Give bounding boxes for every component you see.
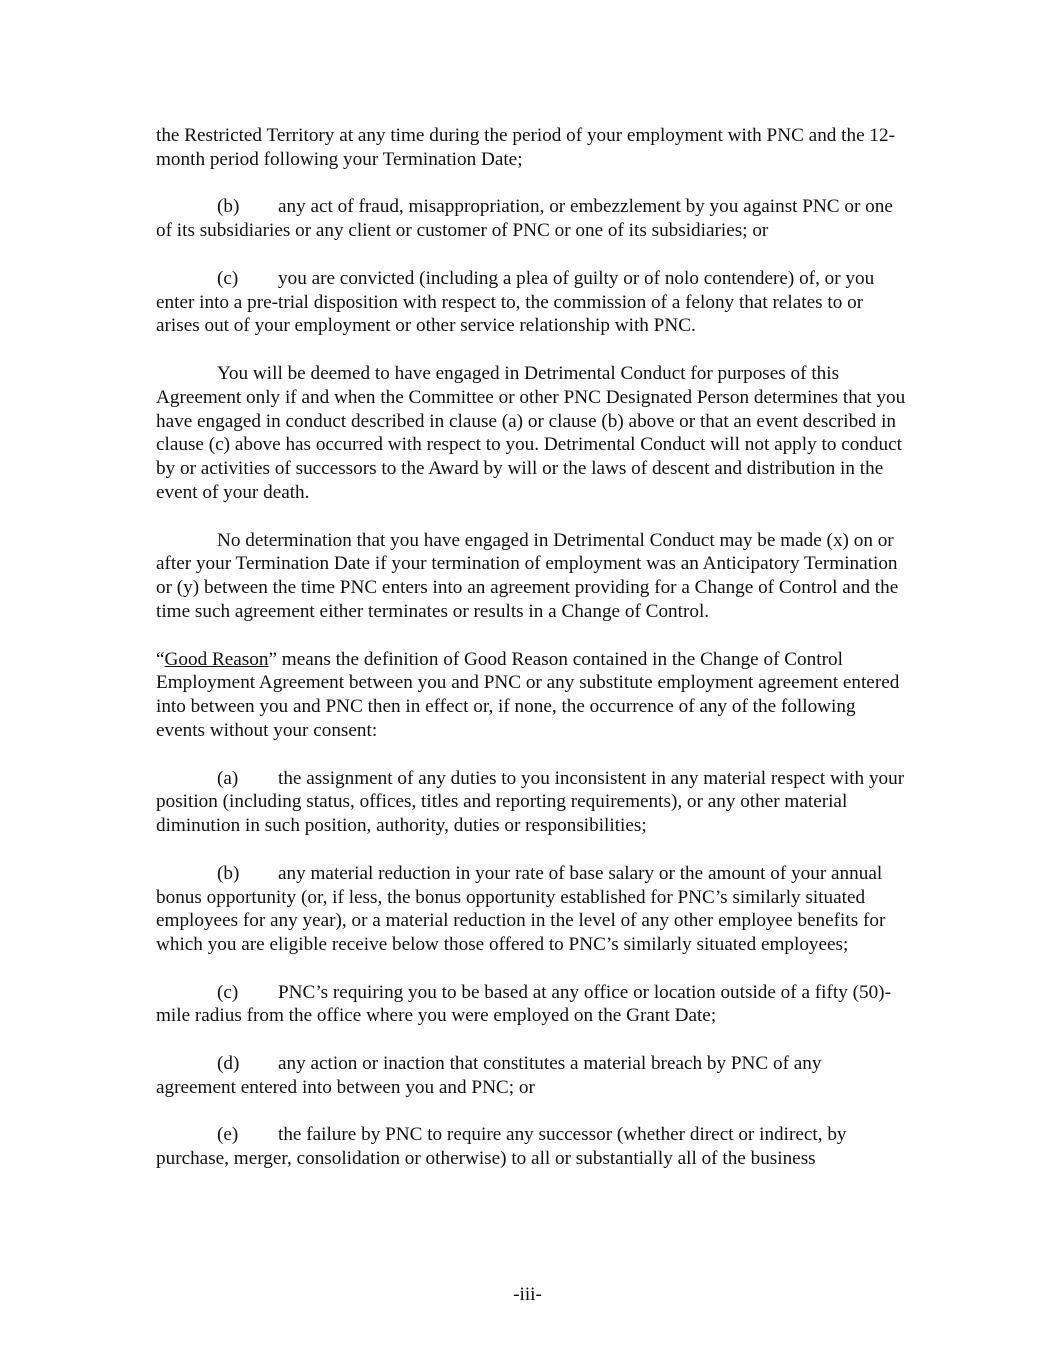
close-quote: ” bbox=[268, 648, 277, 670]
open-quote: “ bbox=[156, 648, 165, 670]
clause-label: (e) bbox=[217, 1124, 239, 1146]
clause-text: any material reduction in your rate of base salary or the amount of your annual bonus opportunity (or, if less, the bonus opportunity established for PNC’s similarly situated employees for any year), or a material reduction in the level of any other employee benefits for which you are eligible receive below those offered to PNC’s similarly situated employees; bbox=[156, 862, 886, 956]
clause-text: any act of fraud, misappropriation, or embezzlement by you against PNC or one of its subsidiaries or any client or customer of PNC or one of its subsidiaries; or bbox=[156, 196, 893, 242]
clause-b-salary bbox=[156, 862, 906, 957]
document-body bbox=[156, 124, 906, 1195]
clause-text: the assignment of any duties to you inconsistent in any material respect with your position (including status, offices, titles and reporting requirements), or any other material diminution in such position, authority, duties or responsibilities; bbox=[156, 767, 905, 837]
clause-text: any action or inaction that constitutes a material breach by PNC of any agreement entered into between you and PNC; or bbox=[156, 1053, 822, 1098]
clause-label: (a) bbox=[217, 767, 239, 789]
clause-text: you are convicted (including a plea of guilty or of nolo contendere) of, or you enter into a pre-trial disposition with respect to, the commission of a felony that relates to or arises out of your employment or other service relationship with PNC. bbox=[156, 267, 875, 337]
definition-text: means the definition of Good Reason contained in the Change of Control Employment Agreement between you and PNC or any substitute employment agreement entered into between you and PNC then in effect or, if none, the occurrence of any of the following events without your consent: bbox=[156, 648, 900, 741]
clause-text: PNC’s requiring you to be based at any office or location outside of a fifty (50)-mile radius from the office where you were employed on the Grant Date; bbox=[156, 981, 891, 1027]
page-number: -iii- bbox=[513, 1284, 542, 1305]
defined-term: Good Reason bbox=[164, 648, 269, 670]
clause-e-successor bbox=[156, 1123, 906, 1171]
clause-d-breach bbox=[156, 1052, 906, 1100]
clause-a-duties bbox=[156, 767, 906, 838]
paragraph-restricted-territory: the Restricted Territory at any time during the period of your employment with PNC and the 12-month period following your Termination Date; bbox=[156, 125, 895, 170]
clause-b-fraud bbox=[156, 195, 906, 243]
clause-text: the failure by PNC to require any successor (whether direct or indirect, by purchase, merger, consolidation or otherwise) to all or substantially all of the business bbox=[156, 1124, 847, 1170]
paragraph-detrimental-conduct: You will be deemed to have engaged in Detrimental Conduct for purposes of this Agreement only if and when the Committee or other PNC Designated Person determines that you have engaged in conduct described in clause (a) or clause (b) above or that an event described in clause (c) above has occurred with respect to you. Detrimental Conduct will not apply to conduct by or activities of successors to the Award by will or the laws of descent and distribution in the event of your death. bbox=[156, 362, 906, 503]
clause-label: (b) bbox=[217, 862, 240, 884]
clause-c-location bbox=[156, 981, 906, 1029]
clause-label: (d) bbox=[217, 1053, 240, 1075]
definition-good-reason bbox=[156, 648, 906, 743]
clause-c-felony bbox=[156, 267, 906, 338]
paragraph-no-determination: No determination that you have engaged in Detrimental Conduct may be made (x) on or after your Termination Date if your termination of employment was an Anticipatory Termination or (y) between the time PNC enters into an agreement providing for a Change of Control and the time such agreement either terminates or results in a Change of Control. bbox=[156, 529, 899, 622]
clause-label: (c) bbox=[217, 981, 239, 1003]
clause-label: (b) bbox=[217, 196, 240, 218]
clause-label: (c) bbox=[217, 267, 239, 289]
